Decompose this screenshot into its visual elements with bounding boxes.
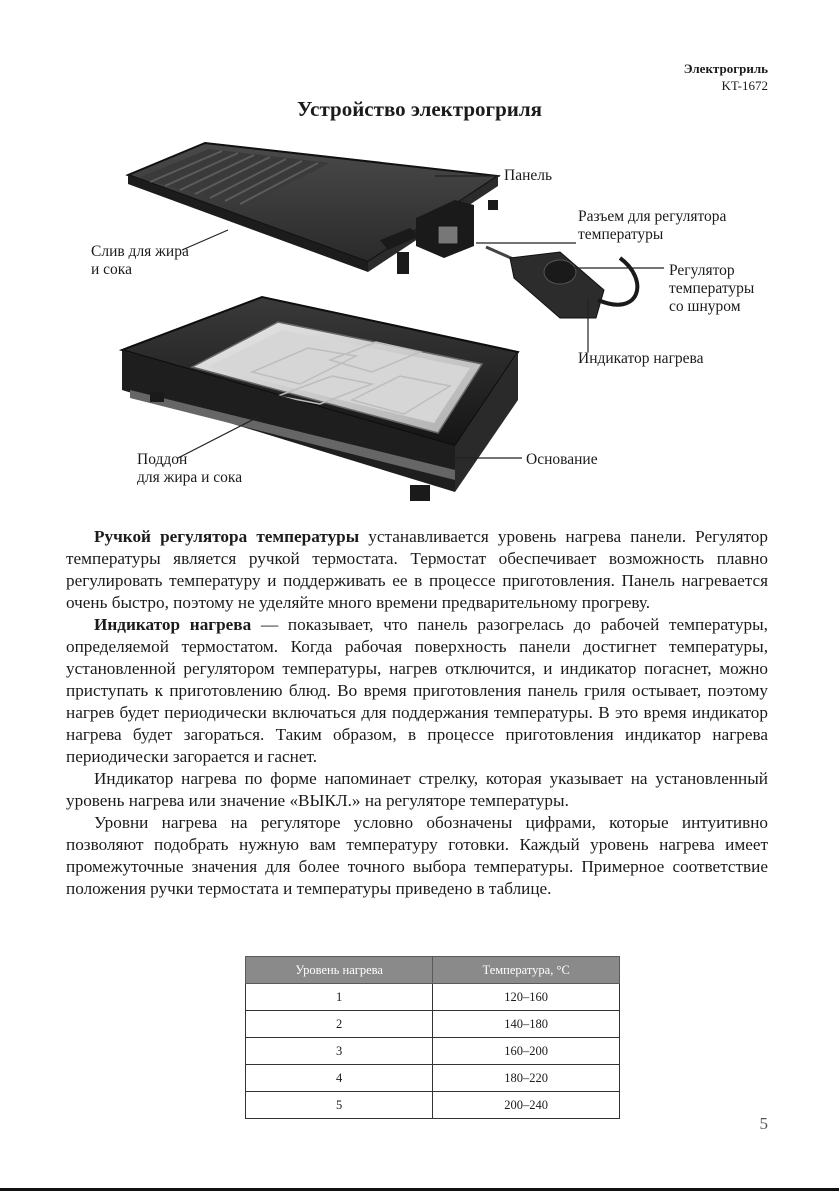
table-cell: 180–220	[433, 1065, 620, 1092]
page-title: Устройство электрогриля	[296, 97, 542, 121]
table-cell: 1	[246, 984, 433, 1011]
callout-indicator: Индикатор нагрева	[578, 350, 704, 367]
paragraph-regulator	[66, 526, 768, 614]
table-header-row	[246, 957, 620, 984]
table-cell: 140–180	[433, 1011, 620, 1038]
callout-connector: Разъем для регулятора температуры	[578, 208, 727, 243]
table-cell: 3	[246, 1038, 433, 1065]
column-header-level: Уровень нагрева	[246, 957, 433, 984]
paragraph-text: — показывает, что панель разогрелась до рабочей температуры, определяемой термостатом. Когда рабочая поверхность панели достигнет температуры, установленной регулятором температуры, нагрев отключится, и индикатор погаснет, можно приступать к приготовлению блюд. Во время приготовления панель гриля остывает, поэтому нагрев будет периодически включаться для поддержания температуры. В это время индикатор нагрева будет загораться. Таким образом, в процессе приготовления индикатор нагрева периодически загорается и гаснет.	[66, 615, 768, 766]
temperature-regulator	[486, 247, 637, 318]
table-row	[246, 1011, 620, 1038]
table-row	[246, 1065, 620, 1092]
paragraph-arrow	[66, 768, 768, 812]
table-cell: 160–200	[433, 1038, 620, 1065]
paragraph-bold: Ручкой регулятора температуры	[94, 527, 360, 546]
table-row	[246, 1038, 620, 1065]
paragraph-text: Уровни нагрева на регуляторе условно обозначены цифрами, которые интуитивно позволяют подобрать нужную вам температуру готовки. Каждый уровень нагрева имеет промежуточные значения для более точного выбора температуры. Примерное соответствие положения ручки термостата и температуры приведено в таблице.	[66, 813, 768, 898]
paragraph-text: Индикатор нагрева по форме напоминает стрелку, которая указывает на установленный уровень нагрева или значение «ВЫКЛ.» на регуляторе температуры.	[66, 769, 768, 810]
heat-level-table	[245, 956, 620, 1119]
table-row	[246, 1092, 620, 1119]
table-cell: 2	[246, 1011, 433, 1038]
paragraph-text: устанавливается уровень нагрева панели. Регулятор температуры является ручкой термостата. Термостат обеспечивает возможность плавно регулировать температуру и поддерживать ее в процессе приготовления. Панель нагревается очень быстро, поэтому не уделяйте много времени предварительному прогреву.	[66, 527, 768, 612]
column-header-temperature: Температура, °С	[433, 957, 620, 984]
page-number: 5	[759, 1114, 768, 1133]
table-cell: 200–240	[433, 1092, 620, 1119]
header-model: KT-1672	[721, 78, 768, 93]
callout-drain: Слив для жира и сока	[91, 243, 189, 278]
paragraph-levels	[66, 812, 768, 900]
bottom-rule	[0, 1188, 839, 1191]
body-text	[66, 526, 768, 900]
table-cell: 5	[246, 1092, 433, 1119]
paragraph-indicator	[66, 614, 768, 768]
table-cell: 120–160	[433, 984, 620, 1011]
table-cell: 4	[246, 1065, 433, 1092]
callout-tray: Поддон для жира и сока	[137, 451, 243, 486]
paragraph-bold: Индикатор нагрева	[94, 615, 252, 634]
callout-panel: Панель	[504, 167, 553, 184]
callout-regulator: Регулятор температуры со шнуром	[669, 262, 755, 315]
callout-base: Основание	[526, 451, 598, 468]
table-row	[246, 984, 620, 1011]
header-product: Электрогриль	[683, 61, 768, 76]
